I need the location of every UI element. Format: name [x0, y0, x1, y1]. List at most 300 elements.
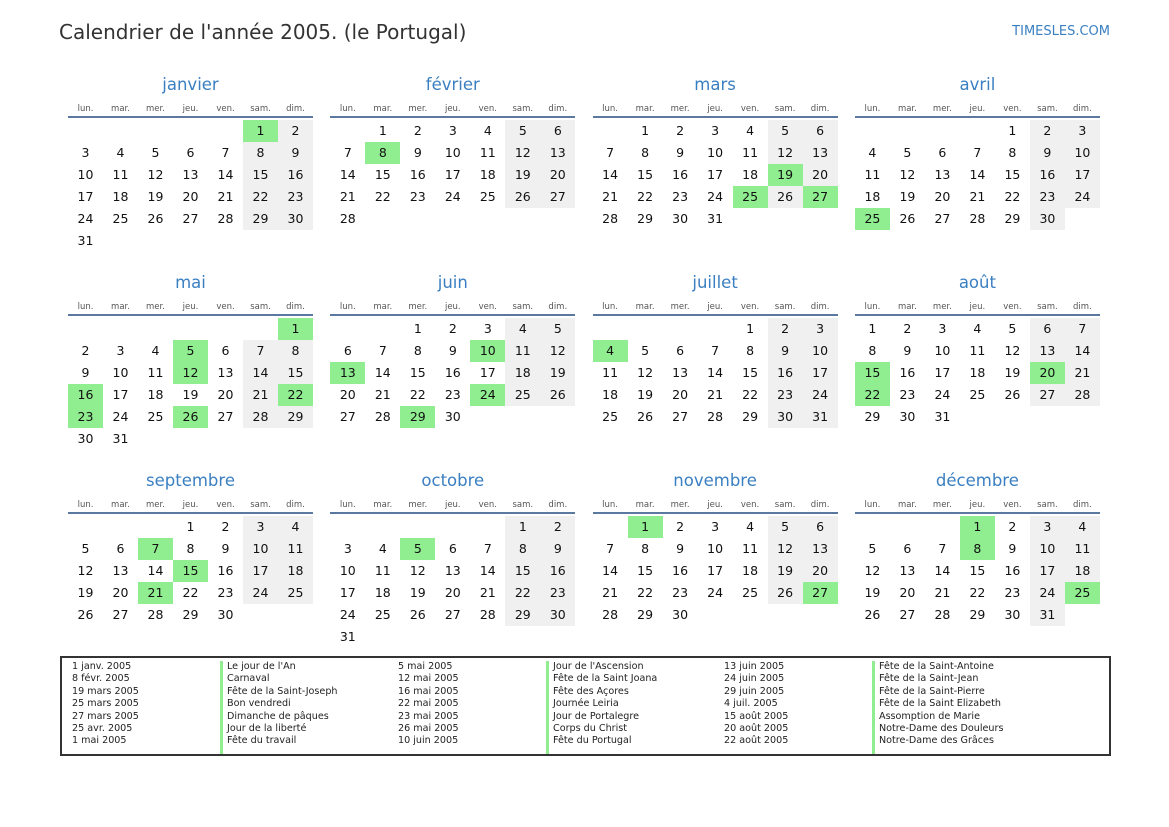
day-cell[interactable]: 10 — [934, 343, 951, 358]
day-cell[interactable]: 22 — [637, 189, 654, 204]
day-cell[interactable]: 26 — [768, 582, 803, 604]
day-cell[interactable]: 23 — [444, 387, 461, 402]
day-cell[interactable]: 16 — [278, 164, 313, 186]
day-cell[interactable]: 18 — [742, 167, 759, 182]
day-cell[interactable]: 16 — [540, 560, 575, 582]
day-cell[interactable]: 28 — [374, 409, 391, 424]
day-cell[interactable]: 13 — [182, 167, 199, 182]
day-cell[interactable]: 22 — [1004, 189, 1021, 204]
day-cell[interactable]: 17 — [803, 362, 838, 384]
day-cell[interactable]: 2 — [768, 318, 803, 340]
day-cell[interactable]: 27 — [112, 607, 129, 622]
day-cell[interactable]: 31 — [339, 629, 356, 644]
day-cell[interactable]: 18 — [112, 189, 129, 204]
day-cell[interactable]: 22 — [409, 387, 426, 402]
day-cell[interactable]: 23 — [672, 189, 689, 204]
day-cell[interactable]: 17 — [77, 189, 94, 204]
day-cell[interactable]: 15 — [637, 563, 654, 578]
day-cell[interactable]: 17 — [444, 167, 461, 182]
day-cell[interactable]: 6 — [676, 343, 685, 358]
day-cell[interactable]: 2 — [221, 519, 230, 534]
day-cell[interactable]: 22 — [374, 189, 391, 204]
day-cell[interactable]: 14 — [479, 563, 496, 578]
day-cell[interactable]: 30 — [768, 406, 803, 428]
day-cell[interactable]: 21 — [374, 387, 391, 402]
day-cell[interactable]: 30 — [278, 208, 313, 230]
day-cell[interactable]: 16 — [899, 365, 916, 380]
day-cell[interactable]: 10 — [77, 167, 94, 182]
day-cell[interactable]: 30 — [899, 409, 916, 424]
holiday-day-cell[interactable]: 5 — [400, 538, 435, 560]
day-cell[interactable]: 15 — [969, 563, 986, 578]
day-cell[interactable]: 5 — [868, 541, 877, 556]
day-cell[interactable]: 7 — [343, 145, 352, 160]
day-cell[interactable]: 8 — [1008, 145, 1017, 160]
day-cell[interactable]: 21 — [1065, 362, 1100, 384]
day-cell[interactable]: 30 — [444, 409, 461, 424]
day-cell[interactable]: 16 — [1030, 164, 1065, 186]
day-cell[interactable]: 14 — [1065, 340, 1100, 362]
day-cell[interactable]: 17 — [707, 563, 724, 578]
day-cell[interactable]: 15 — [278, 362, 313, 384]
day-cell[interactable]: 2 — [676, 123, 685, 138]
day-cell[interactable]: 29 — [182, 607, 199, 622]
day-cell[interactable]: 12 — [899, 167, 916, 182]
day-cell[interactable]: 24 — [707, 585, 724, 600]
holiday-day-cell[interactable]: 25 — [733, 186, 768, 208]
day-cell[interactable]: 17 — [1065, 164, 1100, 186]
day-cell[interactable]: 17 — [243, 560, 278, 582]
day-cell[interactable]: 13 — [803, 538, 838, 560]
day-cell[interactable]: 29 — [278, 406, 313, 428]
holiday-day-cell[interactable]: 16 — [68, 384, 103, 406]
day-cell[interactable]: 14 — [602, 167, 619, 182]
day-cell[interactable]: 9 — [1030, 142, 1065, 164]
day-cell[interactable]: 30 — [217, 607, 234, 622]
day-cell[interactable]: 19 — [182, 387, 199, 402]
day-cell[interactable]: 8 — [641, 145, 650, 160]
day-cell[interactable]: 31 — [1030, 604, 1065, 626]
day-cell[interactable]: 21 — [602, 585, 619, 600]
day-cell[interactable]: 17 — [707, 167, 724, 182]
day-cell[interactable]: 27 — [339, 409, 356, 424]
day-cell[interactable]: 13 — [1030, 340, 1065, 362]
day-cell[interactable]: 24 — [243, 582, 278, 604]
day-cell[interactable]: 7 — [483, 541, 492, 556]
day-cell[interactable]: 11 — [147, 365, 164, 380]
day-cell[interactable]: 9 — [278, 142, 313, 164]
day-cell[interactable]: 8 — [243, 142, 278, 164]
day-cell[interactable]: 8 — [868, 343, 877, 358]
day-cell[interactable]: 21 — [934, 585, 951, 600]
day-cell[interactable]: 15 — [409, 365, 426, 380]
day-cell[interactable]: 20 — [672, 387, 689, 402]
day-cell[interactable]: 1 — [868, 321, 877, 336]
day-cell[interactable]: 3 — [116, 343, 125, 358]
day-cell[interactable]: 6 — [221, 343, 230, 358]
day-cell[interactable]: 28 — [243, 406, 278, 428]
day-cell[interactable]: 4 — [378, 541, 387, 556]
day-cell[interactable]: 4 — [151, 343, 160, 358]
day-cell[interactable]: 7 — [711, 343, 720, 358]
day-cell[interactable]: 24 — [339, 607, 356, 622]
day-cell[interactable]: 19 — [147, 189, 164, 204]
day-cell[interactable]: 19 — [899, 189, 916, 204]
day-cell[interactable]: 26 — [864, 607, 881, 622]
day-cell[interactable]: 14 — [602, 563, 619, 578]
day-cell[interactable]: 18 — [479, 167, 496, 182]
day-cell[interactable]: 29 — [969, 607, 986, 622]
day-cell[interactable]: 27 — [934, 211, 951, 226]
day-cell[interactable]: 6 — [343, 343, 352, 358]
holiday-day-cell[interactable]: 21 — [138, 582, 173, 604]
holiday-day-cell[interactable]: 12 — [173, 362, 208, 384]
day-cell[interactable]: 6 — [116, 541, 125, 556]
day-cell[interactable]: 12 — [637, 365, 654, 380]
day-cell[interactable]: 13 — [540, 142, 575, 164]
day-cell[interactable]: 15 — [742, 365, 759, 380]
day-cell[interactable]: 5 — [903, 145, 912, 160]
day-cell[interactable]: 2 — [1008, 519, 1017, 534]
day-cell[interactable]: 20 — [803, 164, 838, 186]
day-cell[interactable]: 19 — [540, 362, 575, 384]
day-cell[interactable]: 20 — [339, 387, 356, 402]
day-cell[interactable]: 31 — [707, 211, 724, 226]
day-cell[interactable]: 31 — [803, 406, 838, 428]
holiday-day-cell[interactable]: 8 — [365, 142, 400, 164]
day-cell[interactable]: 4 — [973, 321, 982, 336]
day-cell[interactable]: 15 — [637, 167, 654, 182]
day-cell[interactable]: 12 — [409, 563, 426, 578]
day-cell[interactable]: 28 — [934, 607, 951, 622]
day-cell[interactable]: 7 — [938, 541, 947, 556]
day-cell[interactable]: 10 — [707, 145, 724, 160]
day-cell[interactable]: 6 — [1030, 318, 1065, 340]
day-cell[interactable]: 7 — [1065, 318, 1100, 340]
day-cell[interactable]: 16 — [409, 167, 426, 182]
day-cell[interactable]: 13 — [899, 563, 916, 578]
holiday-day-cell[interactable]: 13 — [330, 362, 365, 384]
day-cell[interactable]: 5 — [151, 145, 160, 160]
day-cell[interactable]: 20 — [899, 585, 916, 600]
day-cell[interactable]: 28 — [1065, 384, 1100, 406]
day-cell[interactable]: 29 — [243, 208, 278, 230]
day-cell[interactable]: 28 — [707, 409, 724, 424]
day-cell[interactable]: 24 — [444, 189, 461, 204]
day-cell[interactable]: 26 — [637, 409, 654, 424]
day-cell[interactable]: 29 — [637, 211, 654, 226]
holiday-day-cell[interactable]: 20 — [1030, 362, 1065, 384]
day-cell[interactable]: 14 — [217, 167, 234, 182]
day-cell[interactable]: 5 — [540, 318, 575, 340]
day-cell[interactable]: 28 — [339, 211, 356, 226]
day-cell[interactable]: 20 — [182, 189, 199, 204]
day-cell[interactable]: 16 — [217, 563, 234, 578]
day-cell[interactable]: 14 — [707, 365, 724, 380]
day-cell[interactable]: 3 — [938, 321, 947, 336]
day-cell[interactable]: 6 — [540, 120, 575, 142]
day-cell[interactable]: 10 — [803, 340, 838, 362]
day-cell[interactable]: 3 — [1065, 120, 1100, 142]
holiday-day-cell[interactable]: 22 — [855, 384, 890, 406]
day-cell[interactable]: 19 — [409, 585, 426, 600]
day-cell[interactable]: 24 — [1065, 186, 1100, 208]
holiday-day-cell[interactable]: 10 — [470, 340, 505, 362]
day-cell[interactable]: 19 — [505, 164, 540, 186]
day-cell[interactable]: 14 — [374, 365, 391, 380]
day-cell[interactable]: 28 — [479, 607, 496, 622]
day-cell[interactable]: 19 — [768, 560, 803, 582]
day-cell[interactable]: 17 — [1030, 560, 1065, 582]
day-cell[interactable]: 13 — [217, 365, 234, 380]
day-cell[interactable]: 18 — [147, 387, 164, 402]
day-cell[interactable]: 13 — [803, 142, 838, 164]
day-cell[interactable]: 16 — [1004, 563, 1021, 578]
day-cell[interactable]: 3 — [343, 541, 352, 556]
day-cell[interactable]: 31 — [77, 233, 94, 248]
day-cell[interactable]: 30 — [672, 211, 689, 226]
holiday-day-cell[interactable]: 23 — [68, 406, 103, 428]
holiday-day-cell[interactable]: 1 — [628, 516, 663, 538]
day-cell[interactable]: 23 — [409, 189, 426, 204]
day-cell[interactable]: 25 — [602, 409, 619, 424]
holiday-day-cell[interactable]: 4 — [593, 340, 628, 362]
day-cell[interactable]: 19 — [637, 387, 654, 402]
day-cell[interactable]: 3 — [483, 321, 492, 336]
day-cell[interactable]: 14 — [969, 167, 986, 182]
day-cell[interactable]: 24 — [934, 387, 951, 402]
day-cell[interactable]: 28 — [147, 607, 164, 622]
day-cell[interactable]: 11 — [742, 145, 759, 160]
day-cell[interactable]: 2 — [413, 123, 422, 138]
holiday-day-cell[interactable]: 26 — [173, 406, 208, 428]
day-cell[interactable]: 27 — [1030, 384, 1065, 406]
day-cell[interactable]: 26 — [505, 186, 540, 208]
day-cell[interactable]: 31 — [934, 409, 951, 424]
day-cell[interactable]: 10 — [444, 145, 461, 160]
day-cell[interactable]: 2 — [1030, 120, 1065, 142]
day-cell[interactable]: 25 — [112, 211, 129, 226]
day-cell[interactable]: 16 — [672, 563, 689, 578]
day-cell[interactable]: 23 — [672, 585, 689, 600]
holiday-day-cell[interactable]: 8 — [960, 538, 995, 560]
day-cell[interactable]: 4 — [868, 145, 877, 160]
day-cell[interactable]: 4 — [746, 519, 755, 534]
day-cell[interactable]: 27 — [672, 409, 689, 424]
day-cell[interactable]: 4 — [278, 516, 313, 538]
day-cell[interactable]: 22 — [637, 585, 654, 600]
day-cell[interactable]: 12 — [768, 142, 803, 164]
day-cell[interactable]: 23 — [217, 585, 234, 600]
day-cell[interactable]: 23 — [899, 387, 916, 402]
day-cell[interactable]: 29 — [1004, 211, 1021, 226]
day-cell[interactable]: 27 — [899, 607, 916, 622]
day-cell[interactable]: 26 — [147, 211, 164, 226]
day-cell[interactable]: 15 — [1004, 167, 1021, 182]
day-cell[interactable]: 27 — [540, 186, 575, 208]
holiday-day-cell[interactable]: 19 — [768, 164, 803, 186]
day-cell[interactable]: 7 — [606, 541, 615, 556]
day-cell[interactable]: 5 — [1008, 321, 1017, 336]
day-cell[interactable]: 8 — [278, 340, 313, 362]
day-cell[interactable]: 5 — [768, 516, 803, 538]
site-link[interactable]: TIMESLES.COM — [1012, 24, 1110, 39]
holiday-day-cell[interactable]: 1 — [960, 516, 995, 538]
day-cell[interactable]: 11 — [112, 167, 129, 182]
day-cell[interactable]: 2 — [540, 516, 575, 538]
day-cell[interactable]: 22 — [742, 387, 759, 402]
day-cell[interactable]: 14 — [243, 362, 278, 384]
day-cell[interactable]: 2 — [278, 120, 313, 142]
day-cell[interactable]: 31 — [112, 431, 129, 446]
day-cell[interactable]: 10 — [243, 538, 278, 560]
day-cell[interactable]: 18 — [278, 560, 313, 582]
day-cell[interactable]: 13 — [112, 563, 129, 578]
day-cell[interactable]: 30 — [540, 604, 575, 626]
day-cell[interactable]: 20 — [934, 189, 951, 204]
day-cell[interactable]: 8 — [186, 541, 195, 556]
day-cell[interactable]: 29 — [505, 604, 540, 626]
day-cell[interactable]: 1 — [641, 123, 650, 138]
day-cell[interactable]: 30 — [77, 431, 94, 446]
day-cell[interactable]: 18 — [742, 563, 759, 578]
day-cell[interactable]: 3 — [1030, 516, 1065, 538]
day-cell[interactable]: 2 — [448, 321, 457, 336]
day-cell[interactable]: 1 — [413, 321, 422, 336]
day-cell[interactable]: 6 — [938, 145, 947, 160]
day-cell[interactable]: 4 — [746, 123, 755, 138]
day-cell[interactable]: 21 — [707, 387, 724, 402]
day-cell[interactable]: 11 — [505, 340, 540, 362]
day-cell[interactable]: 6 — [448, 541, 457, 556]
day-cell[interactable]: 26 — [540, 384, 575, 406]
day-cell[interactable]: 11 — [864, 167, 881, 182]
day-cell[interactable]: 16 — [672, 167, 689, 182]
day-cell[interactable]: 25 — [505, 384, 540, 406]
day-cell[interactable]: 7 — [378, 343, 387, 358]
holiday-day-cell[interactable]: 15 — [855, 362, 890, 384]
day-cell[interactable]: 9 — [676, 145, 685, 160]
day-cell[interactable]: 23 — [278, 186, 313, 208]
day-cell[interactable]: 18 — [374, 585, 391, 600]
day-cell[interactable]: 5 — [505, 120, 540, 142]
day-cell[interactable]: 24 — [707, 189, 724, 204]
day-cell[interactable]: 8 — [746, 343, 755, 358]
day-cell[interactable]: 7 — [243, 340, 278, 362]
day-cell[interactable]: 10 — [707, 541, 724, 556]
day-cell[interactable]: 30 — [672, 607, 689, 622]
holiday-day-cell[interactable]: 27 — [803, 582, 838, 604]
day-cell[interactable]: 18 — [1065, 560, 1100, 582]
day-cell[interactable]: 4 — [483, 123, 492, 138]
day-cell[interactable]: 1 — [746, 321, 755, 336]
day-cell[interactable]: 18 — [602, 387, 619, 402]
day-cell[interactable]: 20 — [803, 560, 838, 582]
day-cell[interactable]: 6 — [903, 541, 912, 556]
day-cell[interactable]: 23 — [1004, 585, 1021, 600]
day-cell[interactable]: 3 — [448, 123, 457, 138]
holiday-day-cell[interactable]: 29 — [400, 406, 435, 428]
day-cell[interactable]: 21 — [479, 585, 496, 600]
day-cell[interactable]: 23 — [1030, 186, 1065, 208]
day-cell[interactable]: 8 — [641, 541, 650, 556]
day-cell[interactable]: 6 — [803, 120, 838, 142]
day-cell[interactable]: 15 — [243, 164, 278, 186]
day-cell[interactable]: 12 — [1004, 343, 1021, 358]
day-cell[interactable]: 21 — [602, 189, 619, 204]
day-cell[interactable]: 5 — [81, 541, 90, 556]
day-cell[interactable]: 26 — [409, 607, 426, 622]
day-cell[interactable]: 2 — [903, 321, 912, 336]
day-cell[interactable]: 9 — [413, 145, 422, 160]
day-cell[interactable]: 1 — [186, 519, 195, 534]
day-cell[interactable]: 23 — [540, 582, 575, 604]
day-cell[interactable]: 25 — [278, 582, 313, 604]
holiday-day-cell[interactable]: 1 — [278, 318, 313, 340]
holiday-day-cell[interactable]: 22 — [278, 384, 313, 406]
day-cell[interactable]: 13 — [934, 167, 951, 182]
day-cell[interactable]: 26 — [899, 211, 916, 226]
day-cell[interactable]: 21 — [969, 189, 986, 204]
holiday-day-cell[interactable]: 15 — [173, 560, 208, 582]
day-cell[interactable]: 19 — [1004, 365, 1021, 380]
day-cell[interactable]: 12 — [505, 142, 540, 164]
holiday-day-cell[interactable]: 27 — [803, 186, 838, 208]
day-cell[interactable]: 9 — [676, 541, 685, 556]
day-cell[interactable]: 3 — [81, 145, 90, 160]
day-cell[interactable]: 2 — [676, 519, 685, 534]
day-cell[interactable]: 12 — [540, 340, 575, 362]
day-cell[interactable]: 10 — [1030, 538, 1065, 560]
day-cell[interactable]: 22 — [505, 582, 540, 604]
day-cell[interactable]: 5 — [768, 120, 803, 142]
day-cell[interactable]: 11 — [969, 343, 986, 358]
day-cell[interactable]: 21 — [339, 189, 356, 204]
day-cell[interactable]: 7 — [221, 145, 230, 160]
day-cell[interactable]: 18 — [969, 365, 986, 380]
day-cell[interactable]: 25 — [742, 585, 759, 600]
day-cell[interactable]: 4 — [505, 318, 540, 340]
day-cell[interactable]: 27 — [182, 211, 199, 226]
day-cell[interactable]: 26 — [1004, 387, 1021, 402]
day-cell[interactable]: 8 — [413, 343, 422, 358]
day-cell[interactable]: 3 — [243, 516, 278, 538]
day-cell[interactable]: 20 — [444, 585, 461, 600]
day-cell[interactable]: 1 — [378, 123, 387, 138]
day-cell[interactable]: 11 — [602, 365, 619, 380]
day-cell[interactable]: 24 — [1030, 582, 1065, 604]
day-cell[interactable]: 11 — [1065, 538, 1100, 560]
holiday-day-cell[interactable]: 25 — [855, 208, 890, 230]
day-cell[interactable]: 5 — [641, 343, 650, 358]
day-cell[interactable]: 10 — [112, 365, 129, 380]
day-cell[interactable]: 11 — [374, 563, 391, 578]
day-cell[interactable]: 9 — [448, 343, 457, 358]
day-cell[interactable]: 30 — [1030, 208, 1065, 230]
day-cell[interactable]: 13 — [672, 365, 689, 380]
day-cell[interactable]: 12 — [147, 167, 164, 182]
day-cell[interactable]: 9 — [81, 365, 90, 380]
day-cell[interactable]: 11 — [278, 538, 313, 560]
day-cell[interactable]: 28 — [602, 211, 619, 226]
day-cell[interactable]: 12 — [864, 563, 881, 578]
day-cell[interactable]: 10 — [339, 563, 356, 578]
day-cell[interactable]: 19 — [864, 585, 881, 600]
day-cell[interactable]: 13 — [444, 563, 461, 578]
day-cell[interactable]: 6 — [803, 516, 838, 538]
day-cell[interactable]: 24 — [112, 409, 129, 424]
day-cell[interactable]: 28 — [969, 211, 986, 226]
